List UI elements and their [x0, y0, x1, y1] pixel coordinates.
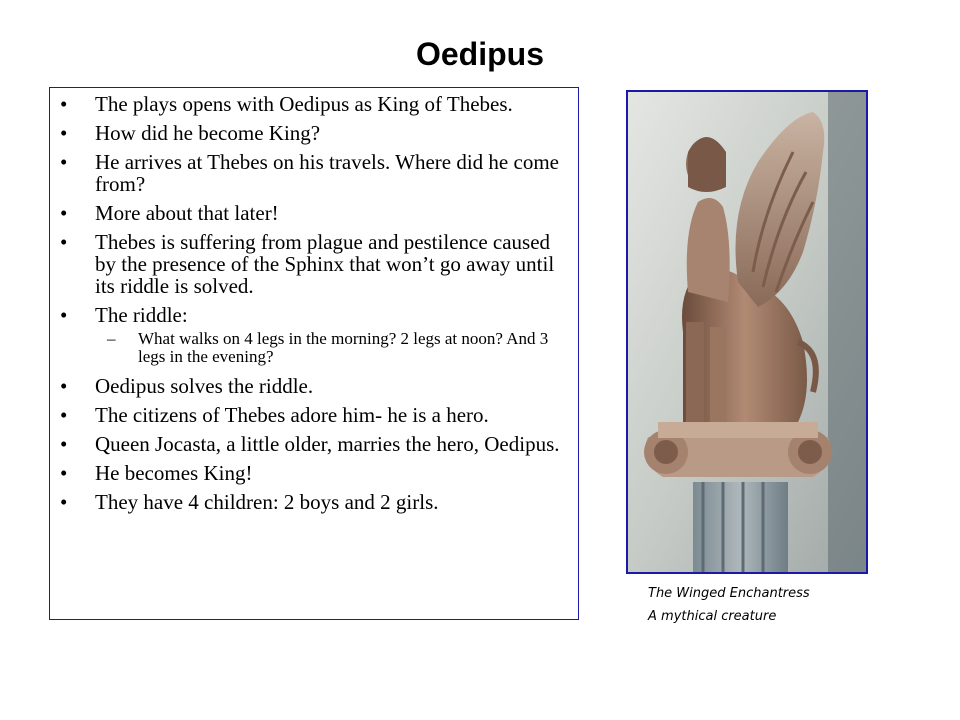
- bullet-list: [50, 93, 570, 520]
- slide-title: Oedipus: [415, 36, 544, 72]
- sub-bullet-item: – What walks on 4 legs in the morning? 2 legs at noon? And 3 legs in the evening?: [50, 330, 570, 366]
- picture-caption-title: The Winged Enchantress: [648, 586, 810, 601]
- bullet-item: • He arrives at Thebes on his travels. Where did he come from?: [50, 151, 570, 195]
- bullet-item: • He becomes King!: [50, 462, 570, 484]
- content-box: [49, 87, 579, 620]
- bullet-item: • Oedipus solves the riddle.: [50, 375, 570, 397]
- picture-caption-subtitle: A mythical creature: [648, 609, 777, 624]
- sphinx-picture: [626, 90, 868, 574]
- bullet-item: • The riddle:: [50, 304, 570, 326]
- bullet-item: • Thebes is suffering from plague and pestilence caused by the presence of the Sphinx that won’t go away until its riddle is solved.: [50, 231, 570, 297]
- bullet-item: • More about that later!: [50, 202, 570, 224]
- bullet-item: • They have 4 children: 2 boys and 2 girls.: [50, 491, 570, 513]
- bullet-item: • The citizens of Thebes adore him- he is a hero.: [50, 404, 570, 426]
- sphinx-statue-illustration: [628, 92, 866, 572]
- bullet-item: • How did he become King?: [50, 122, 570, 144]
- bullet-item: • Queen Jocasta, a little older, marries the hero, Oedipus.: [50, 433, 570, 455]
- bullet-item: • The plays opens with Oedipus as King of Thebes.: [50, 93, 570, 115]
